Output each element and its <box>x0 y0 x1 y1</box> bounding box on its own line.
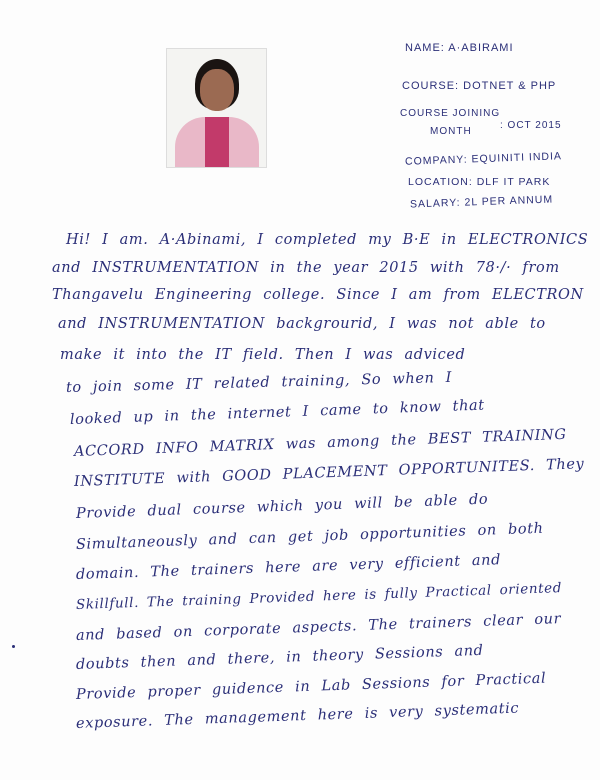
joining-value: : OCT 2015 <box>500 120 562 131</box>
body-line-2: and INSTRUMENTATION in the year 2015 with 78·/· from <box>52 260 560 276</box>
location-field: LOCATION: DLF IT PARK <box>408 176 551 188</box>
body-line-9: INSTITUTE with GOOD PLACEMENT OPPORTUNITES. They <box>73 456 585 490</box>
body-line-4: and INSTRUMENTATION backgrourid, I was not able to <box>58 316 546 332</box>
body-line-7: looked up in the internet I came to know that <box>69 397 485 428</box>
body-line-8: ACCORD INFO MATRIX was among the BEST TRAINING <box>73 426 567 460</box>
company-field: COMPANY: EQUINITI INDIA <box>404 150 563 168</box>
body-line-13: Skillfull. The training Provided here is fully Practical oriented <box>75 580 563 613</box>
photo-face <box>200 69 234 111</box>
name-field: NAME: A·ABIRAMI <box>405 42 514 54</box>
body-line-1: Hi! I am. A·Abinami, I completed my B·E in ELECTRONICS <box>66 232 589 248</box>
body-line-14: and based on corporate aspects. The trainers clear our <box>75 611 562 644</box>
student-photo <box>166 48 267 168</box>
body-line-5: make it into the IT field. Then I was adviced <box>60 347 466 363</box>
body-line-16: Provide proper guidence in Lab Sessions for Practical <box>75 670 547 703</box>
joining-label-month: MONTH <box>430 126 472 137</box>
body-line-15: doubts then and there, in theory Sessions and <box>75 642 484 673</box>
course-field: COURSE: DOTNET & PHP <box>402 80 557 92</box>
joining-label: COURSE JOINING <box>400 108 501 119</box>
body-line-17: exposure. The management here is very systematic <box>75 700 520 732</box>
body-line-12: domain. The trainers here are very efficient and <box>75 552 502 583</box>
body-line-6: to join some IT related training, So when I <box>65 369 453 396</box>
ink-speck <box>12 645 15 648</box>
body-line-3: Thangavelu Engineering college. Since I am from ELECTRON <box>52 287 584 303</box>
body-line-10: Provide dual course which you will be able do <box>75 491 489 522</box>
photo-top <box>205 117 229 168</box>
salary-field: SALARY: 2L PER ANNUM <box>409 193 554 211</box>
body-line-11: Simultaneously and can get job opportunities on both <box>75 520 544 553</box>
